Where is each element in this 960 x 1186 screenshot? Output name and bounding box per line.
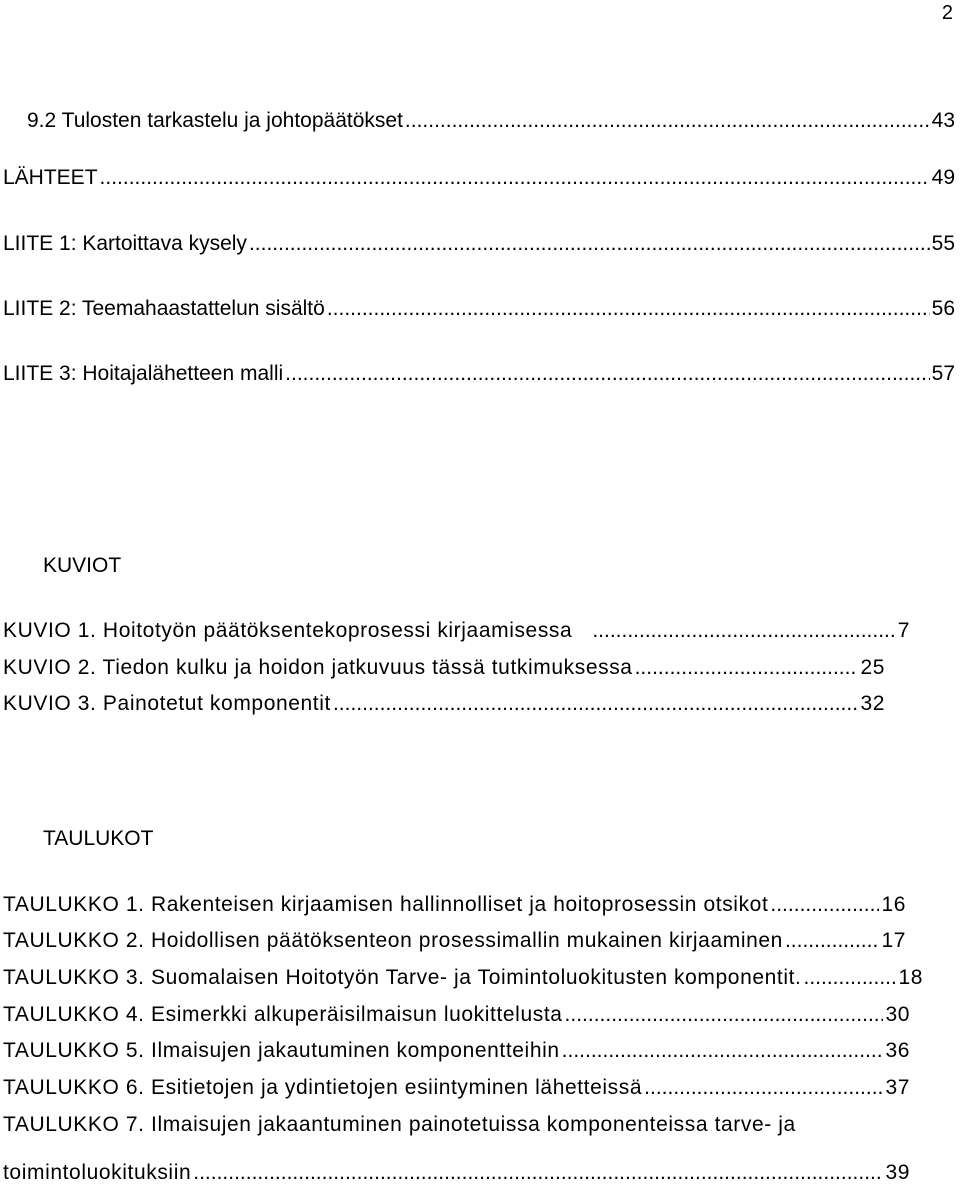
toc-entry[interactable] xyxy=(27,108,955,134)
table-entry-page: 18 xyxy=(898,966,923,989)
table-entry-title-line1[interactable]: TAULUKKO 7. Ilmaisujen jakaantuminen painotetuissa komponenteissa tarve- ja xyxy=(3,1113,796,1136)
toc-entry-title: LIITE 1: Kartoittava kysely xyxy=(3,232,247,255)
figure-entry-title: KUVIO 2. Tiedon kulku ja hoidon jatkuvuus tässä tutkimuksessa xyxy=(3,656,633,679)
dot-leader xyxy=(193,1160,883,1186)
toc-entry-page: 56 xyxy=(931,297,955,320)
toc-entry[interactable] xyxy=(3,296,955,322)
toc-entry-title: LÄHTEET xyxy=(3,166,98,189)
dot-leader xyxy=(562,1038,884,1064)
table-entry-page: 17 xyxy=(881,929,906,952)
toc-entry-page: 49 xyxy=(931,166,955,189)
table-entry[interactable] xyxy=(3,928,906,954)
table-entry[interactable] xyxy=(3,1002,910,1028)
figure-entry-title: KUVIO 1. Hoitotyön päätöksentekoprosessi kirjaamisessa xyxy=(3,619,573,642)
table-entry-page: 37 xyxy=(885,1076,910,1099)
table-entry-title: TAULUKKO 2. Hoidollisen päätöksenteon prosessimallin mukainen kirjaaminen xyxy=(3,929,783,952)
dot-leader xyxy=(405,108,930,134)
figure-entry-page: 7 xyxy=(897,619,910,642)
dot-leader xyxy=(644,1075,883,1101)
toc-entry[interactable] xyxy=(3,165,955,191)
toc-entry-page: 55 xyxy=(931,232,955,255)
table-entry[interactable] xyxy=(3,892,906,918)
table-entry-title: TAULUKKO 3. Suomalaisen Hoitotyön Tarve- ja Toimintoluokitusten komponentit. xyxy=(3,966,802,989)
table-entry-title: TAULUKKO 1. Rakenteisen kirjaamisen hallinnolliset ja hoitoprosessin otsikot xyxy=(3,893,769,916)
figure-entry[interactable] xyxy=(3,655,885,681)
table-entry-title: TAULUKKO 5. Ilmaisujen jakautuminen komponentteihin xyxy=(3,1039,560,1062)
dot-leader xyxy=(770,892,879,918)
page-number: 2 xyxy=(941,2,953,24)
table-entry-page: 16 xyxy=(881,893,906,916)
table-entry[interactable] xyxy=(3,965,923,991)
dot-leader xyxy=(327,296,930,322)
table-entry-page: 39 xyxy=(885,1161,910,1184)
figure-entry-page: 32 xyxy=(860,692,885,715)
tables-heading: TAULUKOT xyxy=(43,827,154,850)
toc-entry-title: 9.2 Tulosten tarkastelu ja johtopäätökset xyxy=(27,109,403,132)
dot-leader xyxy=(785,928,880,954)
figure-entry[interactable] xyxy=(3,618,910,644)
toc-entry-page: 43 xyxy=(931,109,955,132)
dot-leader xyxy=(803,965,896,991)
dot-leader xyxy=(333,691,858,717)
figure-entry-title: KUVIO 3. Painotetut komponentit xyxy=(3,692,331,715)
figure-entry[interactable] xyxy=(3,691,885,717)
dot-leader xyxy=(565,1002,884,1028)
toc-entry-page: 57 xyxy=(931,362,955,385)
dot-leader xyxy=(249,231,930,257)
figures-heading: KUVIOT xyxy=(43,554,122,577)
table-entry[interactable] xyxy=(3,1160,910,1186)
toc-entry-title: LIITE 2: Teemahaastattelun sisältö xyxy=(3,297,325,320)
toc-entry-title: LIITE 3: Hoitajalähetteen malli xyxy=(3,362,284,385)
table-entry[interactable] xyxy=(3,1075,910,1101)
dot-leader xyxy=(635,655,859,681)
table-entry-page: 30 xyxy=(885,1003,910,1026)
table-entry-title: TAULUKKO 6. Esitietojen ja ydintietojen esiintyminen lähetteissä xyxy=(3,1076,643,1099)
dot-leader xyxy=(285,361,929,387)
dot-leader xyxy=(592,618,895,644)
table-entry[interactable] xyxy=(3,1038,910,1064)
toc-entry[interactable] xyxy=(3,361,955,387)
table-entry-page: 36 xyxy=(885,1039,910,1062)
table-entry-title-line2: toimintoluokituksiin xyxy=(3,1161,192,1184)
toc-entry[interactable] xyxy=(3,231,955,257)
dot-leader xyxy=(100,165,930,191)
figure-entry-page: 25 xyxy=(860,656,885,679)
table-entry-title: TAULUKKO 4. Esimerkki alkuperäisilmaisun luokittelusta xyxy=(3,1003,563,1026)
